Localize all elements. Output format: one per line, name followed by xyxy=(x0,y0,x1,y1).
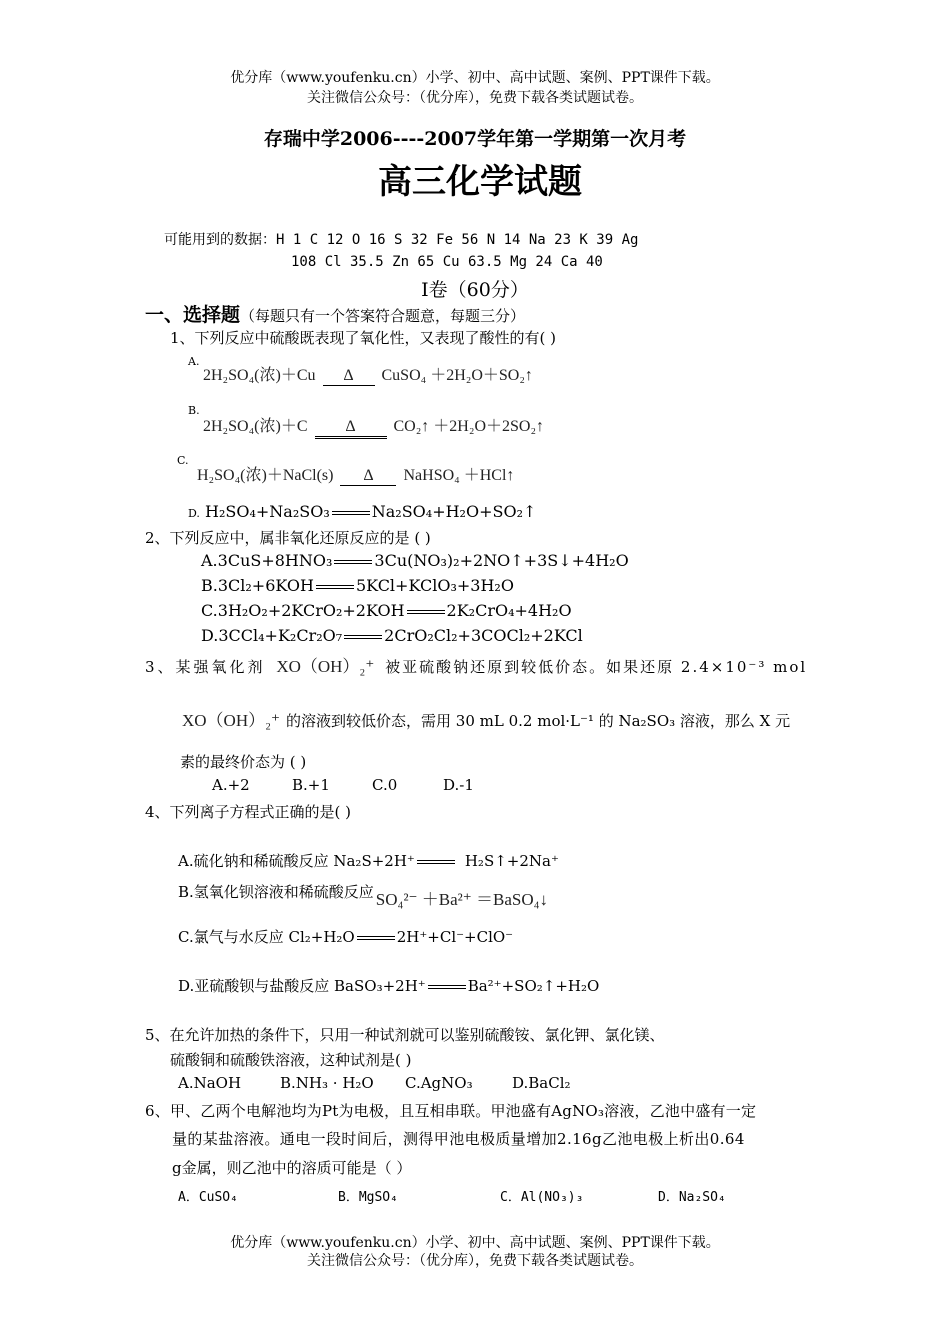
q2-a-left: A.3CuS+8HNO₃ xyxy=(201,551,333,570)
school-title: 存瑞中学2006----2007学年第一学期第一次月考 xyxy=(263,128,687,150)
q3-option-c: C.0 xyxy=(372,776,398,794)
q3-stem-line-2 xyxy=(182,706,790,731)
q4-d-left: D.亚硫酸钡与盐酸反应 BaSO₃+2H⁺ xyxy=(178,977,426,995)
q4-d-right: Ba²⁺+SO₂↑+H₂O xyxy=(467,977,600,995)
q3-ion-1: XO（OH）₂⁺ xyxy=(276,657,375,676)
q3-options xyxy=(212,776,474,794)
q5-stem-line-1: 5、在允许加热的条件下，只用一种试剂就可以鉴别硫酸铵、氯化钾、氯化镁、 xyxy=(145,1026,665,1044)
q4-option-b xyxy=(178,877,549,909)
q6-option-c: C．Al(NO₃)₃ xyxy=(500,1190,584,1205)
q1-b-left: 2H₂SO₄(浓)＋C xyxy=(203,418,308,435)
q1-option-d xyxy=(188,502,536,521)
q1-d-right: Na₂SO₄+H₂O+SO₂↑ xyxy=(371,502,537,521)
q2-option-b xyxy=(201,576,514,595)
page-title: 高三化学试题 xyxy=(378,162,582,202)
q6-stem-line-1: 6、甲、乙两个电解池均为Pt为电极，且互相串联。甲池盛有AgNO₃溶液，乙池中盛有一定 xyxy=(145,1102,757,1120)
q6-stem-line-3: g金属，则乙池中的溶质可能是（ ） xyxy=(172,1159,412,1177)
q4-stem: 4、下列离子方程式正确的是( ) xyxy=(145,803,352,821)
header-line-2: 关注微信公众号：（优分库），免费下载各类试题试卷。 xyxy=(307,90,643,106)
q6-option-d: D．Na₂SO₄ xyxy=(658,1190,726,1205)
q5-stem-line-2: 硫酸铜和硫酸铁溶液，这种试剂是( ) xyxy=(170,1051,412,1069)
q2-b-left: B.3Cl₂+6KOH xyxy=(201,576,314,595)
q6-options xyxy=(178,1186,726,1205)
section-heading xyxy=(145,300,525,327)
q6-option-b: B．MgSO₄ xyxy=(338,1190,398,1205)
equals-sign xyxy=(407,610,445,614)
q4-option-a xyxy=(178,850,559,871)
q3-option-d: D.-1 xyxy=(443,776,474,794)
equals-sign xyxy=(344,635,382,639)
atomic-data-line-2: 108 Cl 35.5 Zn 65 Cu 63.5 Mg 24 Ca 40 xyxy=(291,254,603,270)
q1-b-right: CO₂↑ ＋2H₂O＋2SO₂↑ xyxy=(393,418,545,435)
q1-label-d: D. xyxy=(188,507,200,520)
q3-stem-a: 3、某强氧化剂 xyxy=(145,658,266,676)
q6-option-a: A．CuSO₄ xyxy=(178,1190,238,1205)
q2-option-a xyxy=(201,551,629,570)
q4-a-right: H₂S↑+2Na⁺ xyxy=(464,852,559,870)
q1-b-delta: Δ xyxy=(315,418,387,439)
q4-a-left: A.硫化钠和稀硫酸反应 Na₂S+2H⁺ xyxy=(178,852,415,870)
q4-c-left: C.氯气与水反应 Cl₂+H₂O xyxy=(178,928,355,946)
q3-option-b: B.+1 xyxy=(292,776,330,794)
atomic-data-line-1: 可能用到的数据：H 1 C 12 O 16 S 32 Fe 56 N 14 Na 23 K 39 Ag xyxy=(164,232,639,248)
section-title: 一、选择题 xyxy=(145,304,241,326)
q4-c-right: 2H⁺+Cl⁻+ClO⁻ xyxy=(396,928,514,946)
q1-a-delta: Δ xyxy=(323,367,375,386)
q1-option-b xyxy=(203,413,544,439)
q3-option-a: A.+2 xyxy=(212,776,250,794)
volume-title: Ⅰ卷（60分） xyxy=(421,279,529,301)
q1-stem: 1、下列反应中硫酸既表现了氧化性，又表现了酸性的有( ) xyxy=(170,329,557,347)
q2-c-right: 2K₂CrO₄+4H₂O xyxy=(446,601,572,620)
q1-label-c: C. xyxy=(177,454,189,467)
equals-sign xyxy=(357,936,395,940)
q5-option-d: D.BaCl₂ xyxy=(512,1074,571,1092)
equals-sign xyxy=(417,860,455,864)
q2-stem: 2、下列反应中，属非氧化还原反应的是 ( ) xyxy=(145,529,431,547)
header-line-1: 优分库（www.youfenku.cn）小学、初中、高中试题、案例、PPT课件下载。 xyxy=(230,70,720,86)
q3-stem-b: 被亚硫酸钠还原到较低价态。如果还原 2.4×10⁻³ mol xyxy=(385,658,808,676)
q3-ion-2: XO（OH）₂⁺ xyxy=(182,711,281,730)
q4-b-right: SO₄²⁻ ＋Ba²⁺ ＝BaSO₄↓ xyxy=(375,890,549,909)
q1-c-left: H₂SO₄(浓)＋NaCl(s) xyxy=(197,467,334,484)
q5-option-b: B.NH₃ · H₂O xyxy=(280,1074,374,1092)
equals-sign xyxy=(316,585,354,589)
q2-a-right: 3Cu(NO₃)₂+2NO↑+3S↓+4H₂O xyxy=(374,551,629,570)
q1-a-right: CuSO₄ ＋2H₂O＋SO₂↑ xyxy=(381,367,533,384)
q3-stem-c: 的溶液到较低价态，需用 30 mL 0.2 mol·L⁻¹ 的 Na₂SO₃ 溶液，那么 X 元 xyxy=(286,712,791,730)
q2-b-right: 5KCl+KClO₃+3H₂O xyxy=(355,576,514,595)
q5-option-a: A.NaOH xyxy=(178,1074,242,1092)
equals-sign xyxy=(334,560,372,564)
q1-c-delta: Δ xyxy=(340,467,396,486)
q4-option-d xyxy=(178,975,599,996)
q1-c-right: NaHSO₄ ＋HCl↑ xyxy=(403,467,515,484)
q2-c-left: C.3H₂O₂+2KCrO₂+2KOH xyxy=(201,601,405,620)
q1-d-left: H₂SO₄+Na₂SO₃ xyxy=(205,502,330,521)
q4-b-left: B.氢氧化钡溶液和稀硫酸反应 xyxy=(178,883,374,901)
q1-label-b: B. xyxy=(188,404,200,417)
footer-line-1: 优分库（www.youfenku.cn）小学、初中、高中试题、案例、PPT课件下载。 xyxy=(230,1235,720,1251)
footer-line-2: 关注微信公众号：（优分库），免费下载各类试题试卷。 xyxy=(307,1253,643,1269)
q5-options xyxy=(178,1074,571,1092)
q2-option-c xyxy=(201,601,572,620)
q3-stem-line-3: 素的最终价态为 ( ) xyxy=(180,753,307,771)
q3-stem-line-1 xyxy=(145,652,807,677)
q1-option-c xyxy=(197,462,514,486)
section-note: （每题只有一个答案符合题意，每题三分） xyxy=(240,307,526,325)
q1-label-a: A. xyxy=(188,355,200,368)
q2-d-left: D.3CCl₄+K₂Cr₂O₇ xyxy=(201,626,343,645)
q2-d-right: 2CrO₂Cl₂+3COCl₂+2KCl xyxy=(384,626,583,645)
q6-stem-line-2: 量的某盐溶液。通电一段时间后，测得甲池电极质量增加2.16g乙池电极上析出0.64 xyxy=(172,1130,745,1148)
q2-option-d xyxy=(201,626,583,645)
q4-option-c xyxy=(178,926,513,947)
q5-option-c: C.AgNO₃ xyxy=(405,1074,473,1092)
q1-option-a xyxy=(203,362,533,386)
q1-a-left: 2H₂SO₄(浓)＋Cu xyxy=(203,367,316,384)
equals-sign xyxy=(428,985,466,989)
equals-sign xyxy=(332,511,370,515)
